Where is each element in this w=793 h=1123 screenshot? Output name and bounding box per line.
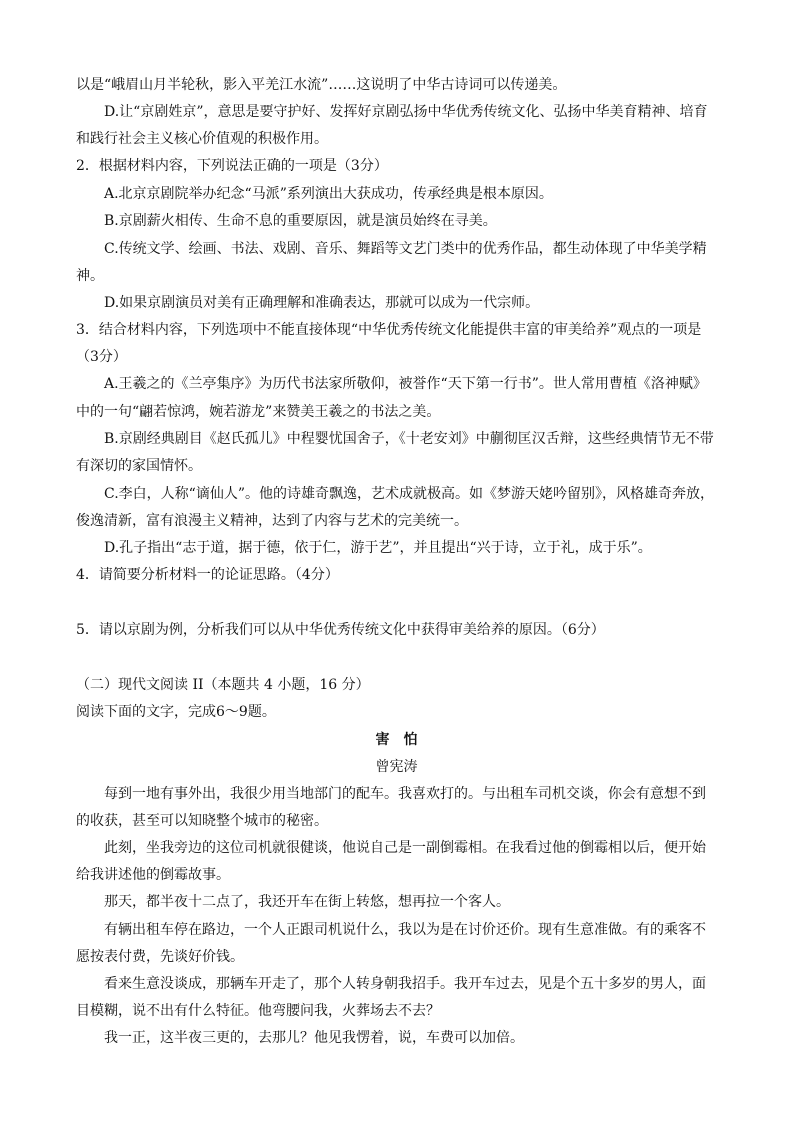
- option-b-text: B.京剧经典剧目《赵氏孤儿》中程婴忧国舍子，《十老安刘》中蒯彻匡汉舌辩，这些经典情节无不带: [104, 431, 714, 447]
- question-2: 2．根据材料内容，下列说法正确的一项是（3分）: [76, 158, 388, 174]
- option-a-text: A.王羲之的《兰亭集序》为历代书法家所敬仰，被誉作“天下第一行书”。世人常用曹植《洛神赋》: [104, 376, 707, 392]
- paragraph-line: 目模糊，说不出有什么特征。他弯腰问我，火葬场去不去？: [76, 1003, 440, 1019]
- text-line: 神。: [76, 268, 104, 284]
- question-5: 5．请以京剧为例，分析我们可以从中华优秀传统文化中获得审美给养的原因。（6分）: [76, 622, 605, 638]
- option-d-text: D.让“京剧姓京”，意思是要守护好、发挥好京剧弘扬中华优秀传统文化、弘扬中华美育精神、培育: [104, 104, 708, 120]
- paragraph-line: 此刻，坐我旁边的这位司机就很健谈，他说自己是一副倒霉相。在我看过他的倒霉相以后，便开始: [104, 840, 706, 856]
- text-line: （3分）: [76, 349, 127, 365]
- text-line: 有深切的家国情怀。: [76, 458, 202, 474]
- story-title: 害 怕: [375, 732, 418, 748]
- paragraph-line: 有辆出租车停在路边，一个人正跟司机说什么，我以为是在讨价还价。现有生意准做。有的乘客不: [104, 922, 706, 938]
- section-heading: （二）现代文阅读 II（本题共 4 小题，16 分）: [76, 677, 370, 693]
- question-4: 4．请简要分析材料一的论证思路。（4分）: [76, 567, 339, 583]
- paragraph-line: 我一正，这半夜三更的，去那儿？他见我愣着，说，车费可以加倍。: [104, 1030, 524, 1046]
- option-d-text: D.如果京剧演员对美有正确理解和准确表达，那就可以成为一代宗师。: [104, 295, 540, 311]
- paragraph-line: 那天，都半夜十二点了，我还开车在街上转悠，想再拉一个客人。: [104, 894, 510, 910]
- option-d-text: D.孔子指出“志于道，据于德，依于仁，游于艺”，并且提出“兴于诗，立于礼，成于乐”。: [104, 540, 652, 556]
- section-instruction: 阅读下面的文字，完成6～9题。: [76, 704, 276, 720]
- option-c-text: C.李白，人称“谪仙人”。他的诗雄奇飘逸，艺术成就极高。如《梦游天姥吟留别》，风格雄奇奔放，: [104, 486, 714, 502]
- option-b-text: B.京剧薪火相传、生命不息的重要原因，就是演员始终在寻美。: [104, 213, 497, 229]
- text-line: 和践行社会主义核心价值观的积极作用。: [76, 131, 328, 147]
- option-a-text: A.北京京剧院举办纪念“马派”系列演出大获成功，传承经典是根本原因。: [104, 186, 553, 202]
- paragraph-line: 看来生意没谈成，那辆车开走了，那个人转身朝我招手。我开车过去，见是个五十多岁的男人，面: [104, 976, 706, 992]
- paragraph-line: 愿按表付费，先谈好价钱。: [76, 949, 244, 965]
- paragraph-line: 的收获，甚至可以知晓整个城市的秘密。: [76, 813, 328, 829]
- paragraph-line: 每到一地有事外出，我很少用当地部门的配车。我喜欢打的。与出租车司机交谈，你会有意想不到: [104, 786, 706, 802]
- story-author: 曾宪涛: [375, 759, 418, 775]
- text-line: 中的一句“翩若惊鸿，婉若游龙”来赞美王羲之的书法之美。: [76, 404, 441, 420]
- paragraph-line: 给我讲述他的倒霉故事。: [76, 867, 230, 883]
- option-c-text: C.传统文学、绘画、书法、戏剧、音乐、舞蹈等文艺门类中的优秀作品，都生动体现了中华美学精: [104, 241, 707, 257]
- question-3: 3．结合材料内容，下列选项中不能直接体现“中华优秀传统文化能提供丰富的审美给养”观点的一项是: [76, 322, 702, 338]
- text-line: 俊逸清新，富有浪漫主义精神，达到了内容与艺术的完美统一。: [76, 513, 468, 529]
- text-line: 以是“峨眉山月半轮秋，影入平羌江水流”……这说明了中华古诗词可以传递美。: [76, 77, 567, 93]
